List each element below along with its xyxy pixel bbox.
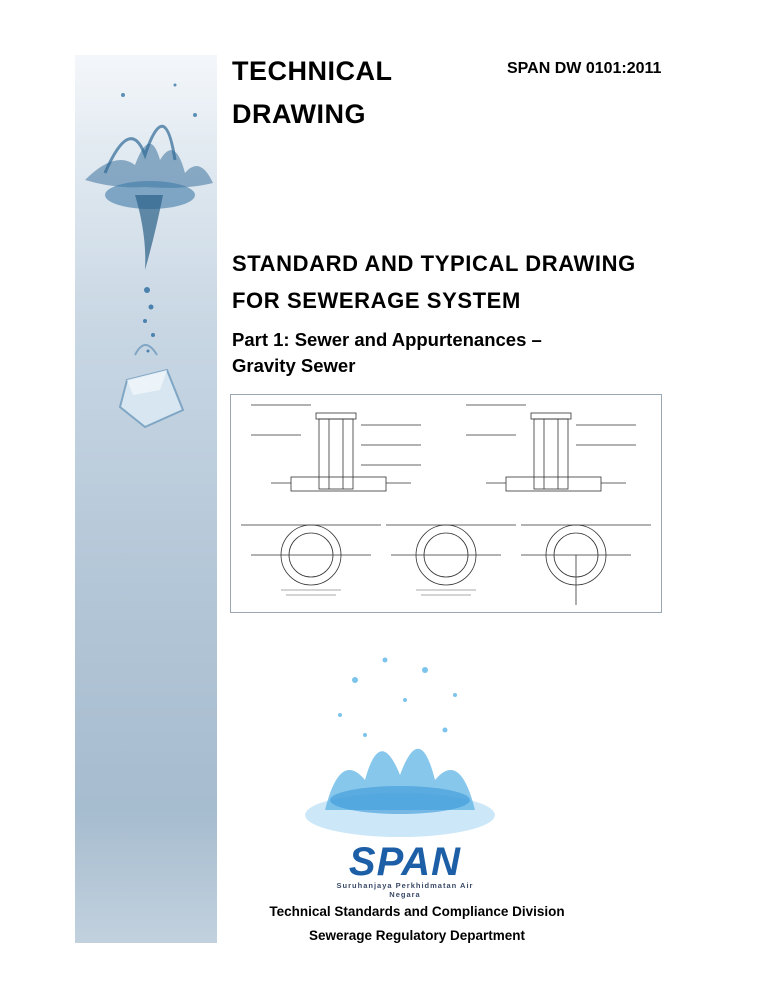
document-title-line2: DRAWING	[232, 99, 366, 129]
manhole-drawing-illustration	[231, 395, 661, 612]
span-tagline: Suruhanjaya Perkhidmatan Air Negara	[336, 881, 474, 899]
span-wordmark: SPAN	[348, 840, 462, 884]
footer-division: Technical Standards and Compliance Division	[269, 904, 565, 919]
footer-department: Sewerage Regulatory Department	[308, 928, 526, 943]
subheading-line2: Gravity Sewer	[232, 355, 356, 376]
sidebar-water-image	[75, 55, 217, 943]
main-heading-line2: FOR SEWERAGE SYSTEM	[232, 288, 521, 313]
water-splash-illustration	[75, 55, 217, 943]
technical-drawing-image	[230, 394, 662, 613]
document-title-line1: TECHNICAL	[232, 56, 393, 86]
subheading-line1: Part 1: Sewer and Appurtenances –	[232, 329, 542, 350]
main-heading-line1: STANDARD AND TYPICAL DRAWING	[232, 251, 636, 276]
water-crown-illustration	[295, 640, 505, 840]
document-code: SPAN DW 0101:2011	[507, 60, 662, 77]
span-logo	[330, 840, 480, 899]
